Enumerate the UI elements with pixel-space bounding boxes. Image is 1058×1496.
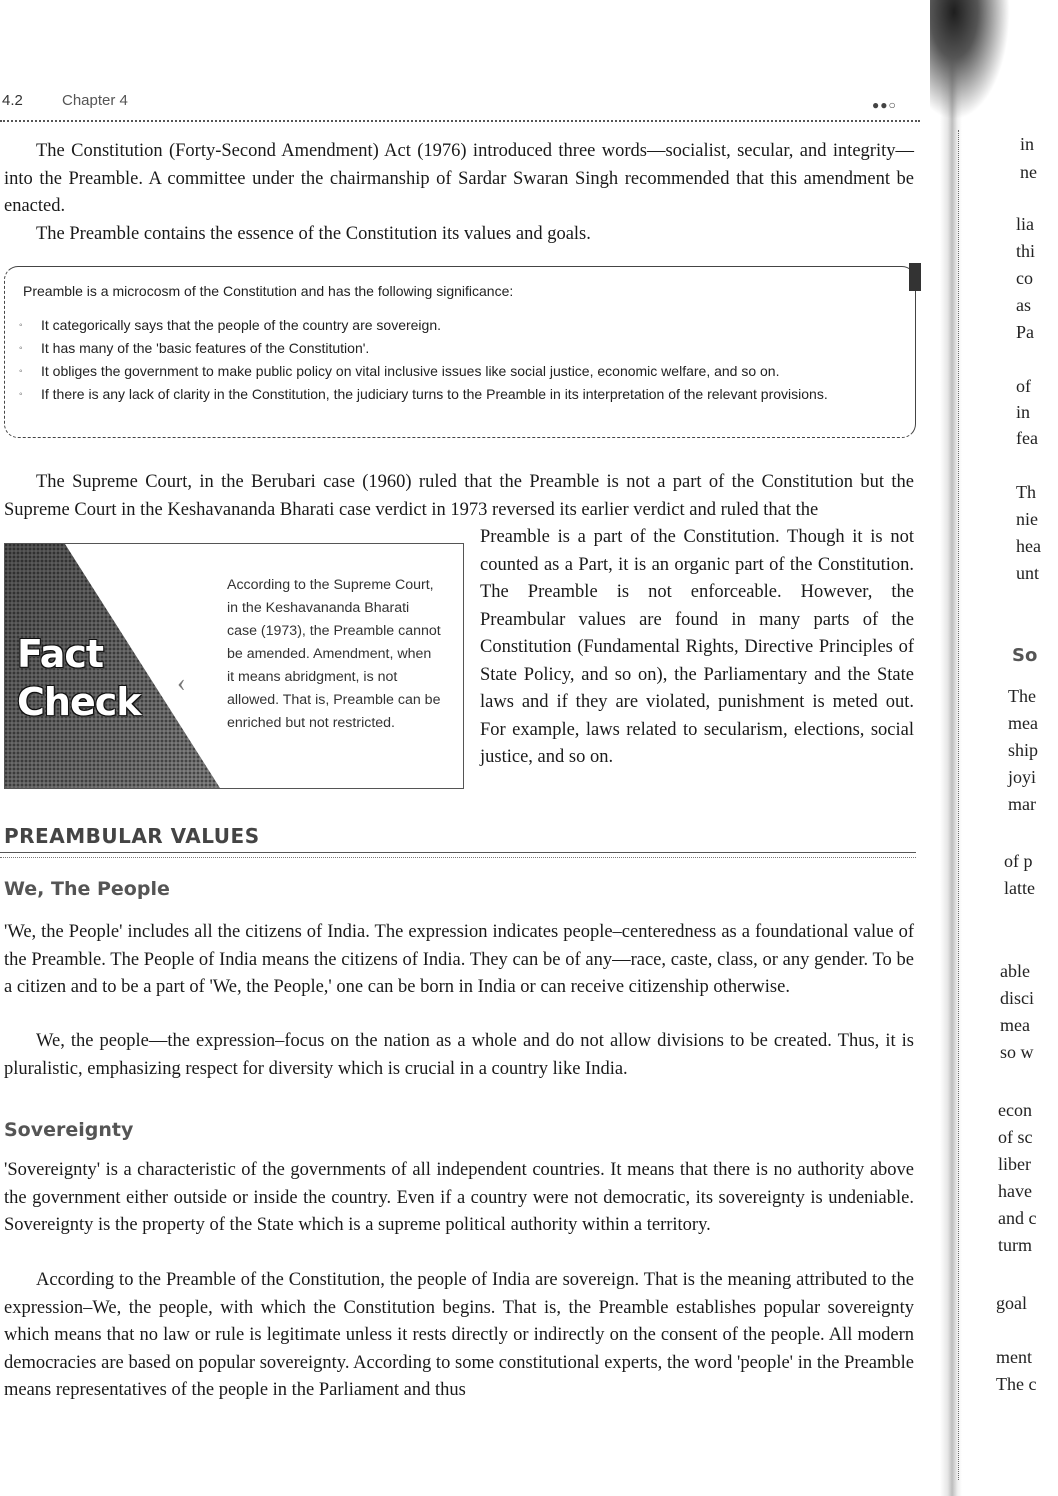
list-item: [15, 314, 905, 337]
fragment: ne: [1020, 162, 1037, 182]
fragment: mea: [1000, 1015, 1030, 1035]
paragraph: [4, 469, 914, 524]
heading-rule: [0, 852, 916, 853]
paragraph: [4, 221, 914, 249]
fragment: mea: [1008, 713, 1038, 733]
fragment: co: [1016, 268, 1033, 288]
page-number: 4.2: [2, 92, 23, 109]
subsection-heading: Sovereignty: [4, 1119, 134, 1141]
fragment: of p: [1004, 851, 1033, 871]
significance-box: [4, 266, 916, 438]
box-tab: [909, 263, 921, 291]
fragment: of sc: [998, 1127, 1033, 1147]
fragment: econ: [998, 1100, 1032, 1120]
bullet-icon: ◦: [19, 343, 23, 354]
chapter-label: Chapter 4: [62, 92, 128, 109]
fragment: turm: [998, 1235, 1032, 1255]
header-ornament: ●●○: [872, 98, 897, 112]
header-rule: [0, 120, 920, 122]
fragment: So: [1012, 645, 1038, 666]
fragment: ment: [996, 1347, 1032, 1367]
subsection-heading: We, The People: [4, 878, 170, 900]
list-item-text: If there is any lack of clarity in the Constitution, the judiciary turns to the Preamble in its interpretation of the relevant provisions.: [41, 386, 828, 402]
fragment: goal: [996, 1293, 1027, 1313]
fragment: of: [1016, 376, 1031, 396]
list-item: [15, 360, 905, 383]
page-header: [0, 88, 920, 114]
list-item: [15, 383, 905, 406]
fragment: lia: [1016, 214, 1034, 234]
paragraph-side: Preamble is a part of the Constitution. Though it is not counted as a Part, it is an organic part of the Constitution. The Preamble is not enforceable. However, the Preambular values are found in many parts of the Constitution (Fundamental Rights, Directive Principles of State Policy, and so on), the Parliamentary and the State laws and if they are violated, punishment is meted out. For example, laws related to secularism, elections, social justice, and so on.: [480, 527, 914, 767]
fragment: ship: [1008, 740, 1039, 760]
fragment: so w: [1000, 1042, 1034, 1062]
paragraph: [4, 1028, 914, 1083]
fragment: joyi: [1008, 767, 1037, 787]
fact-check-text: According to the Supreme Court, in the Keshavananda Bharati case (1973), the Preamble cannot be amended. Amendment, when it means abridgment, is not allowed. That is, Preamble can be enriched but not restricted.: [227, 577, 441, 731]
fact-check-box: [4, 543, 464, 789]
fragment: and c: [998, 1208, 1037, 1228]
fragment: liber: [998, 1154, 1031, 1174]
fragment: disci: [1000, 988, 1034, 1008]
fragment: as: [1016, 295, 1031, 315]
paragraph: [4, 1267, 914, 1405]
paragraph: [4, 138, 914, 221]
fragment: Th: [1016, 482, 1036, 502]
fragment: The c: [996, 1374, 1037, 1394]
fragment: hea: [1016, 536, 1041, 556]
paragraph-text: The Constitution (Forty-Second Amendment) Act (1976) introduced three words—socialist, secular, and integrity—into the Preamble. A committee under the chairmanship of Sardar Swaran Singh recommended that this amendment be enacted.: [4, 141, 914, 216]
bullet-icon: ◦: [19, 366, 23, 377]
bullet-icon: ◦: [19, 320, 23, 331]
fragment: in: [1016, 402, 1031, 422]
check-word: Check: [17, 680, 141, 724]
fragment: in: [1020, 134, 1035, 154]
paragraph-text: According to the Preamble of the Constitution, the people of India are sovereign. That is the meaning attributed to the expression–We, the people, with which the Constitution begins. That is, the Preamble establishes popular sovereignty which means that no law or rule is legitimate unless it rests directly or indirectly on the consent of the people. All modern democracies are based on popular sovereignty. According to some constitutional experts, the word 'people' in the Preamble means representatives of the people in the Parliament and thus: [4, 1270, 914, 1400]
paragraph-text: We, the people—the expression–focus on the nation as a whole and do not allow divisions to be created. Thus, it is pluralistic, emphasizing respect for diversity which is crucial in a country like India.: [4, 1031, 914, 1079]
fragment: nie: [1016, 509, 1038, 529]
fragment: Pa: [1016, 322, 1034, 342]
fact-word: Fact: [17, 632, 104, 676]
fragment: unt: [1016, 563, 1040, 583]
fragment: mar: [1008, 794, 1036, 814]
fragment: thi: [1016, 241, 1036, 261]
section-heading: PREAMBULAR VALUES: [4, 824, 260, 848]
significance-intro: Preamble is a microcosm of the Constitution and has the following significance:: [23, 283, 514, 299]
bullet-icon: ◦: [19, 389, 23, 400]
paragraph: 'Sovereignty' is a characteristic of the governments of all independent countries. It means that there is no authority above the government either outside or inside the country. Even if a country were not democratic, its sovereignty is undeniable. Sovereignty is the property of the State which is a supreme political authority within a territory.: [4, 1160, 914, 1235]
chevron-left-icon: ‹: [177, 668, 186, 697]
list-item-text: It obliges the government to make public policy on vital inclusive issues like social justice, economic welfare, and so on.: [41, 363, 780, 379]
paragraph-text: The Preamble contains the essence of the Constitution its values and goals.: [36, 224, 591, 244]
fragment: fea: [1016, 428, 1038, 448]
list-item-text: It categorically says that the people of the country are sovereign.: [41, 317, 442, 333]
heading-rule: [0, 857, 916, 858]
fragment: latte: [1004, 878, 1035, 898]
gutter-line: [958, 130, 959, 1480]
list-item: [15, 337, 905, 360]
fragment: The: [1008, 686, 1036, 706]
fragment: have: [998, 1181, 1032, 1201]
paragraph-text: The Supreme Court, in the Berubari case (1960) ruled that the Preamble is not a part of the Constitution but the Supreme Court in the Keshavananda Bharati case verdict in 1973 reversed its earlier verdict and ruled that the: [4, 472, 914, 520]
list-item-text: It has many of the 'basic features of the Constitution'.: [41, 340, 370, 356]
fragment: able: [1000, 961, 1030, 981]
gutter-shadow: [930, 0, 1010, 120]
paragraph: 'We, the People' includes all the citizens of India. The expression indicates people–centeredness as a foundational value of the Preamble. The People of India means the citizens of India. They can be of any—race, caste, class, or any gender. To be a citizen and to be a part of 'We, the People,' one can be born in India or can receive citizenship otherwise.: [4, 922, 914, 997]
significance-list: [15, 314, 905, 406]
